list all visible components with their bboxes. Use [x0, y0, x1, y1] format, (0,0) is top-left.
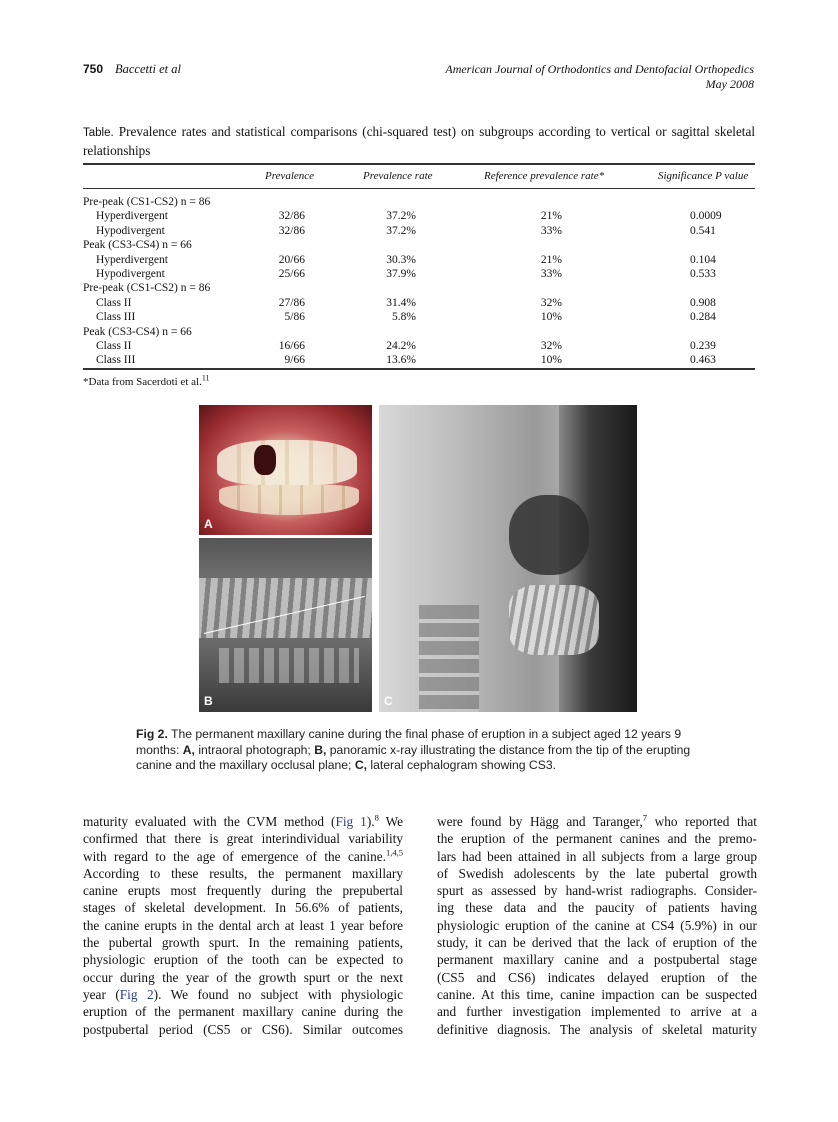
- table-cell: 0.239: [690, 340, 716, 352]
- table-cell: 0.908: [690, 296, 716, 309]
- caption-text: intraoral photograph;: [194, 742, 315, 757]
- body-text: permanent maxillary canine and a postpubertal stage: [437, 952, 757, 968]
- issue-date: May 2008: [705, 77, 754, 91]
- figure-link[interactable]: Fig 2: [119, 986, 154, 1002]
- body-text: According to these results, the permanent maxillary: [83, 865, 403, 881]
- running-authors: Baccetti et al: [115, 62, 181, 76]
- body-line: [437, 899, 757, 916]
- body-line: [83, 934, 403, 951]
- table-caption: [83, 123, 755, 160]
- table-cell: 16/66: [278, 340, 305, 352]
- body-line: [437, 1003, 757, 1020]
- body-text: maturity evaluated with the CVM method (: [83, 814, 336, 829]
- panoramic-xray: [199, 538, 372, 712]
- body-text: physiologic eruption of the canine at CS4 (5.9%) in our: [437, 917, 757, 933]
- body-line: [83, 1003, 403, 1020]
- body-column-left: [83, 813, 403, 1038]
- table-cell: 10%: [540, 311, 562, 324]
- body-line: [437, 934, 757, 951]
- body-text: and further investigation implemented to arrive at a: [437, 1004, 757, 1020]
- body-line: [437, 986, 757, 1003]
- body-line: [83, 882, 403, 899]
- panel-label-b: B: [204, 694, 213, 708]
- citation-ref: 8: [374, 812, 379, 823]
- body-text: ).: [366, 814, 375, 829]
- table-cell: 0.284: [690, 311, 716, 324]
- caption-a: A,: [182, 742, 195, 757]
- table-cell: 24.2%: [386, 340, 416, 352]
- table-row-label: Class II: [96, 296, 132, 309]
- body-line: [83, 848, 403, 865]
- running-journal: [445, 62, 754, 92]
- panel-label-a: A: [204, 517, 213, 531]
- body-text: were found by Hägg and Taranger,: [437, 814, 643, 829]
- body-line: [83, 951, 403, 968]
- table-cell: 0.541: [690, 224, 716, 237]
- body-line: [437, 969, 757, 986]
- table-cell: 25/66: [278, 268, 305, 280]
- table-cell: 27/86: [278, 296, 305, 309]
- body-text: ). We found no subject with physiologic: [153, 986, 403, 1002]
- caption-b: B,: [314, 742, 327, 757]
- table-cell: 21%: [540, 210, 562, 223]
- table-header-rule: [83, 188, 755, 189]
- body-line: [83, 813, 403, 830]
- body-text: eruption of the permanent maxillary canine during the: [83, 1004, 403, 1020]
- body-line: [83, 865, 403, 882]
- panel-label-c: C: [384, 694, 393, 708]
- body-text: of Swedish adolescents by the late pubertal growth: [437, 865, 757, 881]
- table-group-label: Pre-peak (CS1-CS2) n = 86: [83, 196, 211, 208]
- body-text: the pubertal growth spurt. In the remaining patients,: [83, 935, 403, 951]
- table-cell: 13.6%: [386, 354, 416, 367]
- body-line: [437, 813, 757, 830]
- col-header-reference: Reference prevalence rate*: [484, 170, 605, 182]
- body-text: year (: [83, 986, 120, 1002]
- table-cell: 37.2%: [386, 210, 416, 223]
- body-text: postpubertal period (CS5 or CS6). Similar outcomes: [83, 1021, 403, 1037]
- table-cell: 21%: [540, 253, 562, 266]
- body-text: definitive diagnosis. The analysis of skeletal maturity: [437, 1021, 757, 1037]
- caption-text: lateral cephalogram showing CS3.: [367, 758, 557, 772]
- table-row-label: Class II: [96, 340, 132, 352]
- caption-text: The permanent maxillary canine during the final phase of eruption in a subject aged 12 years 9 months:: [136, 727, 682, 757]
- col-header-p-value: Significance P value: [658, 170, 749, 182]
- body-line: [437, 882, 757, 899]
- body-line: [83, 1021, 403, 1038]
- table-cell: 0.104: [690, 253, 716, 266]
- body-line: [83, 899, 403, 916]
- footnote-ref: 11: [201, 373, 210, 383]
- body-line: [437, 865, 757, 882]
- table-cell: 10%: [540, 354, 562, 367]
- table-caption-text: Prevalence rates and statistical comparisons (chi-squared test) on subgroups according to vertical or sagittal skeletal relationships: [83, 124, 755, 158]
- journal-title: American Journal of Orthodontics and Dentofacial Orthopedics: [445, 62, 754, 76]
- table-group-label: Peak (CS3-CS4) n = 66: [83, 325, 192, 338]
- table-row-label: Class III: [96, 354, 136, 367]
- table-cell: 0.0009: [690, 210, 722, 223]
- lateral-cephalogram: [379, 405, 637, 712]
- table-label: Table.: [83, 127, 114, 139]
- table-row-label: Hyperdivergent: [96, 253, 168, 266]
- table-cell: 33%: [540, 268, 562, 280]
- citation-ref: 1,4,5: [386, 847, 403, 858]
- body-text: who reported that: [647, 814, 757, 829]
- body-text: canine. At this time, canine impaction can be suspected: [437, 986, 757, 1002]
- body-text: We: [378, 814, 403, 829]
- table-cell: 32%: [540, 296, 562, 309]
- table-top-rule: [83, 163, 755, 165]
- table-footnote: [83, 373, 210, 388]
- table-row-label: Hypodivergent: [96, 224, 165, 237]
- intraoral-photograph: [199, 405, 372, 535]
- table-cell: 5.8%: [392, 311, 416, 324]
- body-line: [437, 848, 757, 865]
- body-text: ing these data and the paucity of patients having: [437, 900, 757, 916]
- body-text: canine erupts most frequently during the prepubertal: [83, 883, 403, 899]
- table-cell: 31.4%: [386, 296, 416, 309]
- figure-link[interactable]: Fig 1: [335, 814, 367, 829]
- body-text: (CS5 and CS6) indicates delayed eruption of the: [437, 969, 757, 985]
- table-cell: 20/66: [278, 253, 305, 266]
- body-text: the eruption of the permanent canines and the premo-: [437, 831, 757, 847]
- table-cell: 0.463: [690, 354, 716, 367]
- caption-text: panoramic x-ray illustrating the distance from the tip of the erupting canine and the maxillary occlusal plane;: [136, 742, 691, 772]
- body-line: [437, 1021, 757, 1038]
- figure-label: Fig 2.: [136, 727, 168, 741]
- table-bottom-rule: [83, 368, 755, 370]
- body-line: [83, 917, 403, 934]
- body-text: confirmed that there is great interindividual variability: [83, 831, 403, 847]
- body-line: [83, 830, 403, 847]
- body-line: [83, 986, 403, 1003]
- body-text: with regard to the age of emergence of the canine.: [83, 848, 386, 864]
- body-text: stages of skeletal development. In 56.6% of patients,: [83, 900, 403, 916]
- body-text: occur during the year of the growth spurt or the next: [83, 969, 403, 985]
- citation-ref: 7: [642, 812, 648, 823]
- table-row-label: Hypodivergent: [96, 268, 165, 280]
- col-header-prevalence: Prevalence: [265, 170, 315, 182]
- table-cell: 32%: [540, 340, 562, 352]
- table-row-label: Class III: [96, 311, 136, 324]
- body-text: study, it can be derived that the lack of eruption of the: [437, 935, 757, 951]
- figure-caption: [136, 727, 716, 774]
- table-cell: 5/86: [284, 311, 305, 324]
- body-column-right: [437, 813, 757, 1038]
- body-line: [83, 969, 403, 986]
- table-cell: 32/86: [278, 224, 305, 237]
- body-text: physiologic eruption of the tooth can be expected to: [83, 952, 403, 968]
- body-line: [437, 951, 757, 968]
- table-cell: 37.2%: [386, 224, 416, 237]
- page-number: 750: [83, 62, 104, 76]
- footnote-text: *Data from Sacerdoti et al.: [83, 376, 202, 388]
- table-group-label: Peak (CS3-CS4) n = 66: [83, 239, 192, 252]
- body-line: [437, 830, 757, 847]
- table-cell: 33%: [540, 224, 562, 237]
- body-line: [437, 917, 757, 934]
- body-text: lars had been attained in all subjects from a large group: [437, 848, 757, 864]
- table-row-label: Hyperdivergent: [96, 210, 168, 223]
- table-cell: 37.9%: [386, 268, 416, 280]
- caption-c: C,: [354, 758, 368, 772]
- table-group-label: Pre-peak (CS1-CS2) n = 86: [83, 282, 211, 295]
- body-text: the canine erupts in the dental arch at least 1 year before: [83, 917, 403, 933]
- col-header-rate: Prevalence rate: [363, 170, 433, 182]
- table-cell: 32/86: [278, 210, 305, 223]
- table-cell: 30.3%: [386, 253, 416, 266]
- table-cell: 0.533: [690, 268, 716, 280]
- table-cell: 9/66: [284, 354, 305, 367]
- body-text: spurt as assessed by hand-wrist radiographs. Consider-: [437, 883, 757, 899]
